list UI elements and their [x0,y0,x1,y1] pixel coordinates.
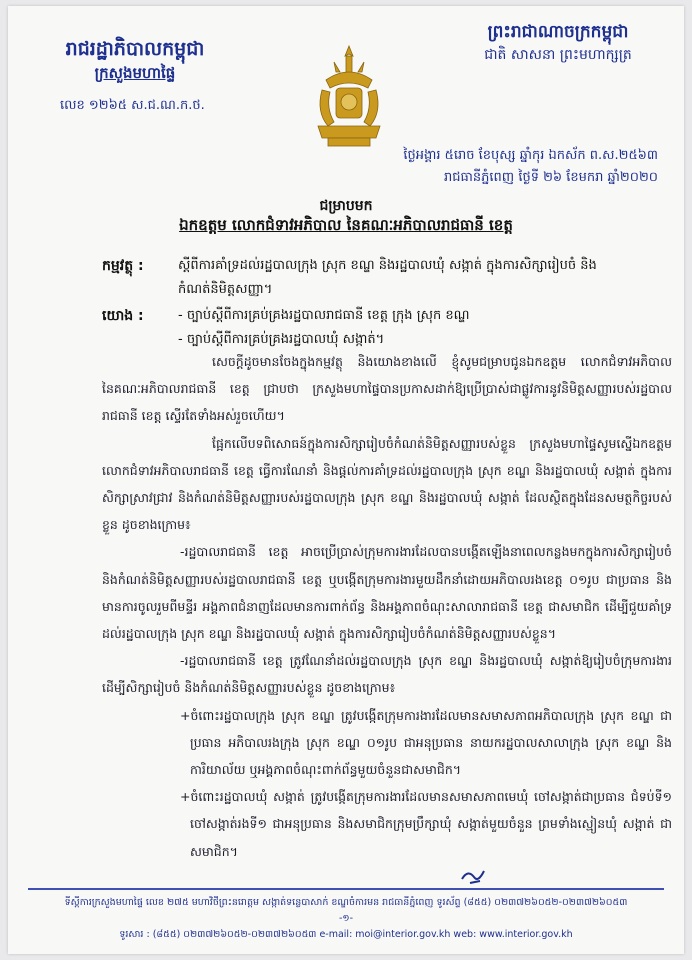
paragraph-guidance: -រដ្ឋបាលរាជធានី ខេត្ត ត្រូវណែនាំដល់រដ្ឋបាលក្រុង ស្រុក ខណ្ឌ និងរដ្ឋបាលឃុំ សង្កាត់ឱ្យរៀបចំក្រុមការងារដើម្បីសិក្សារៀបចំ និងកំណត់និមិត្តសញ្ញារបស់ខ្លួន ដូចខាងក្រោម៖ [102,653,672,696]
reference-number: លេខ ១២៦៥ ស.ជ.ណ.ក.ថ. [60,98,205,113]
lunar-date: ថ្ងៃអង្គារ ៥រោច ខែបុស្ស ឆ្នាំកុរ ឯកស័ក ព.ស.២៥៦៣ [403,148,658,163]
subject-line-1: ស្ដីពីការគាំទ្រដល់រដ្ឋបាលក្រុង ស្រុក ខណ្ឌ និងរដ្ឋបាលឃុំ សង្កាត់ ក្នុងការសិក្សារៀបចំ និង [178,258,597,273]
subject-label: កម្មវត្ថុ : [102,258,144,274]
solar-date: រាជធានីភ្នំពេញ ថ្ងៃទី ២៦ ខែមករា ឆ្នាំ២០២០ [444,170,658,185]
bullet-commune-team: +ចំពោះរដ្ឋបាលឃុំ សង្កាត់ ត្រូវបង្កើតក្រុមការងារដែលមានសមាសភាពមេឃុំ ចៅសង្កាត់ជាប្រធាន ជំទប់ទី១ ចៅសង្កាត់រងទី១ ជាអនុប្រធាន និងសមាជិកក្រុមប្រឹក្សាឃុំ សង្កាត់មួយចំនួន ព្រមទាំងស្មៀនឃុំ សង្កាត់ ជាសមាជិក។ [180,789,672,859]
salutation: ជម្រាបមក [319,198,373,214]
subject-line-2: កំណត់និមិត្តសញ្ញា។ [178,282,273,297]
kingdom-name: ព្រះរាជាណាចក្រកម្ពុជា [487,22,629,42]
government-name: រាជរដ្ឋាភិបាលកម្ពុជា [65,38,205,60]
bullet-district-team: +ចំពោះរដ្ឋបាលក្រុង ស្រុក ខណ្ឌ ត្រូវបង្កើតក្រុមការងារដែលមានសមាសភាពអភិបាលក្រុង ស្រុក ខណ្ឌ ជាប្រធាន អភិបាលរងក្រុង ស្រុក ខណ្ឌ ០១រូប ជាអនុប្រធាន នាយករដ្ឋបាលសាលាក្រុង ស្រុក ខណ្ឌ និងការិយាល័យ ឬអង្គភាពចំណុះពាក់ព័ន្ធមួយចំនួនជាសមាជិក។ [180,707,672,778]
paragraph-request: ផ្អែកលើបទពិសោធន៍ក្នុងការសិក្សារៀបចំកំណត់និមិត្តសញ្ញារបស់ខ្លួន ក្រសួងមហាផ្ទៃសូមស្នើឯកឧត្តម លោកជំទាវអភិបាលរាជធានី ខេត្ត ធ្វើការណែនាំ និងផ្ដល់ការគាំទ្រដល់រដ្ឋបាលក្រុង ស្រុក ខណ្ឌ និងរដ្ឋបាលឃុំ សង្កាត់ ក្នុងការសិក្សាស្រាវជ្រាវ និងកំណត់និមិត្តសញ្ញារបស់រដ្ឋបាលក្រុង ស្រុក ខណ្ឌ និងរដ្ឋបាលឃុំ សង្កាត់ ដែលស្ថិតក្នុងដែនសមត្ថកិច្ចរបស់ខ្លួន ដូចខាងក្រោម៖ [102,435,672,533]
national-motto: ជាតិ សាសនា ព្រះមហាក្សត្រ [484,47,632,63]
footer-divider [28,888,664,890]
reference-label: យោង : [102,308,144,324]
right-header [448,20,668,66]
letter-page [8,6,684,954]
footer-address: ទីស្ដីការក្រសួងមហាផ្ទៃ លេខ ២៧៥ មហាវិថីព្រះនរោត្តម សង្កាត់ទន្លេបាសាក់ ខណ្ឌចំការមន រាជធានីភ្នំពេញ ទូរស័ព្ទ (៨៥៥) ០២៣៧២៦០៥២-០២៣៧២៦០៥៣ [64,897,628,908]
initial-signature-icon [460,865,486,887]
reference-line-2: - ច្បាប់ស្ដីពីការគ្រប់គ្រងរដ្ឋបាលឃុំ សង្កាត់។ [178,332,385,347]
left-header [30,36,240,118]
letter-body [102,348,672,865]
ministry-name: ក្រសួងមហាផ្ទៃ [94,64,176,82]
page-number: -១- [338,913,354,924]
recipient-line: ឯកឧត្តម លោកជំទាវអភិបាល នៃគណៈអភិបាលរាជធានី ខេត្ត [179,216,513,234]
paragraph-provincial-team: -រដ្ឋបាលរាជធានី ខេត្ត អាចប្រើប្រាស់ក្រុមការងារដែលបានបង្កើតឡើងនាពេលកន្លងមកក្នុងការសិក្សារៀបចំ និងកំណត់និមិត្តសញ្ញារបស់រដ្ឋបាលរាជធានី ខេត្ត ឬបង្កើតក្រុមការងារមួយដឹកនាំដោយអភិបាលរងខេត្ត ០១រូប ជាប្រធាន និងមានការចូលរួមពីមន្ទីរ អង្គភាពជំនាញដែលមានការពាក់ព័ន្ធ និងអង្គភាពចំណុះសាលារាជធានី ខេត្ត ជាសមាជិក ដើម្បីជួយគាំទ្រដល់រដ្ឋបាលក្រុង ស្រុក ខណ្ឌ និងរដ្ឋបាលឃុំ សង្កាត់ ក្នុងការសិក្សារៀបចំកំណត់និមិត្តសញ្ញារបស់ខ្លួន។ [102,544,672,642]
royal-emblem-icon [304,42,394,152]
paragraph-intro: សេចក្ដីដូចមានចែងក្នុងកម្មវត្ថុ និងយោងខាងលើ ខ្ញុំសូមជម្រាបជូនឯកឧត្តម លោកជំទាវអភិបាល នៃគណៈអភិបាលរាជធានី ខេត្ត ជ្រាបថា ក្រសួងមហាផ្ទៃបានប្រកាសដាក់ឱ្យប្រើប្រាស់ជាផ្លូវការនូវនិមិត្តសញ្ញារបស់រដ្ឋបាលរាជធានី ខេត្ត ស្ទើរតែទាំងអស់រួចហើយ។ [102,354,672,424]
footer-contact: ទូរសារ : (៨៥៥) ០២៣៧២៦០៥២-០២៣៧២៦០៥៣ e-mail: moi@interior.gov.kh web: www.interior.gov.kh [119,929,573,940]
reference-line-1: - ច្បាប់ស្ដីពីការគ្រប់គ្រងរដ្ឋបាលរាជធានី ខេត្ត ក្រុង ស្រុក ខណ្ឌ [178,308,470,323]
